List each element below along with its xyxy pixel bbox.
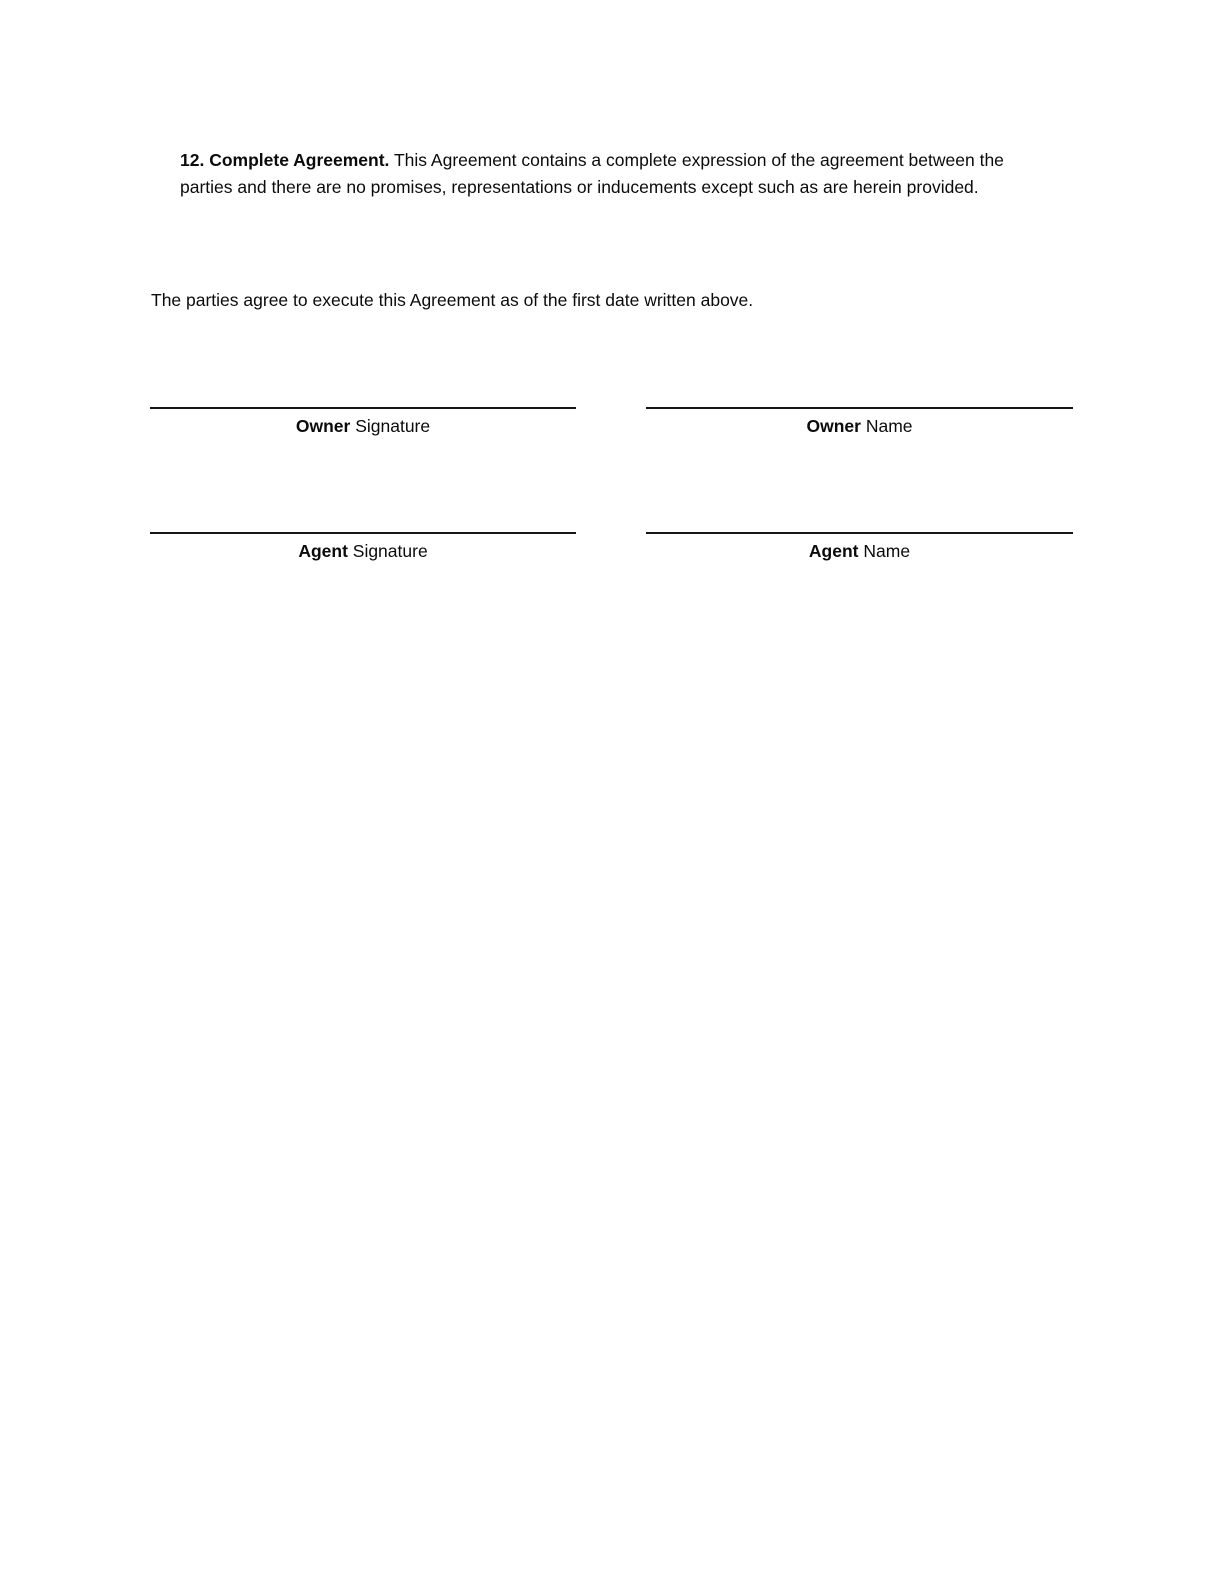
agent-signature-field: Signature (352, 541, 428, 561)
owner-name-label (646, 415, 1073, 437)
agent-name-role: Agent (808, 541, 859, 561)
owner-name-block (646, 407, 1073, 437)
owner-signature-block (150, 407, 576, 437)
execution-statement: The parties agree to execute this Agreement as of the first date written above. (151, 290, 754, 310)
agent-signature-block (150, 532, 576, 562)
section-12-paragraph (180, 147, 1050, 201)
agent-signature-label (150, 540, 576, 562)
owner-signature-line (150, 407, 576, 409)
agent-name-block (646, 532, 1073, 562)
agent-signature-line (150, 532, 576, 534)
owner-signature-label (150, 415, 576, 437)
agent-name-line (646, 532, 1073, 534)
owner-signature-field: Signature (355, 416, 431, 436)
owner-signature-role: Owner (295, 416, 351, 436)
owner-name-field: Name (865, 416, 913, 436)
section-12-body: This Agreement contains a complete expression of the agreement between the parties and there are no promises, representations or inducements except such as are herein provided. (180, 150, 1004, 197)
agent-name-label (646, 540, 1073, 562)
owner-name-role: Owner (806, 416, 861, 436)
agent-signature-role: Agent (298, 541, 348, 561)
owner-name-line (646, 407, 1073, 409)
agent-name-field: Name (863, 541, 911, 561)
section-12-heading: 12. Complete Agreement. (180, 150, 390, 170)
